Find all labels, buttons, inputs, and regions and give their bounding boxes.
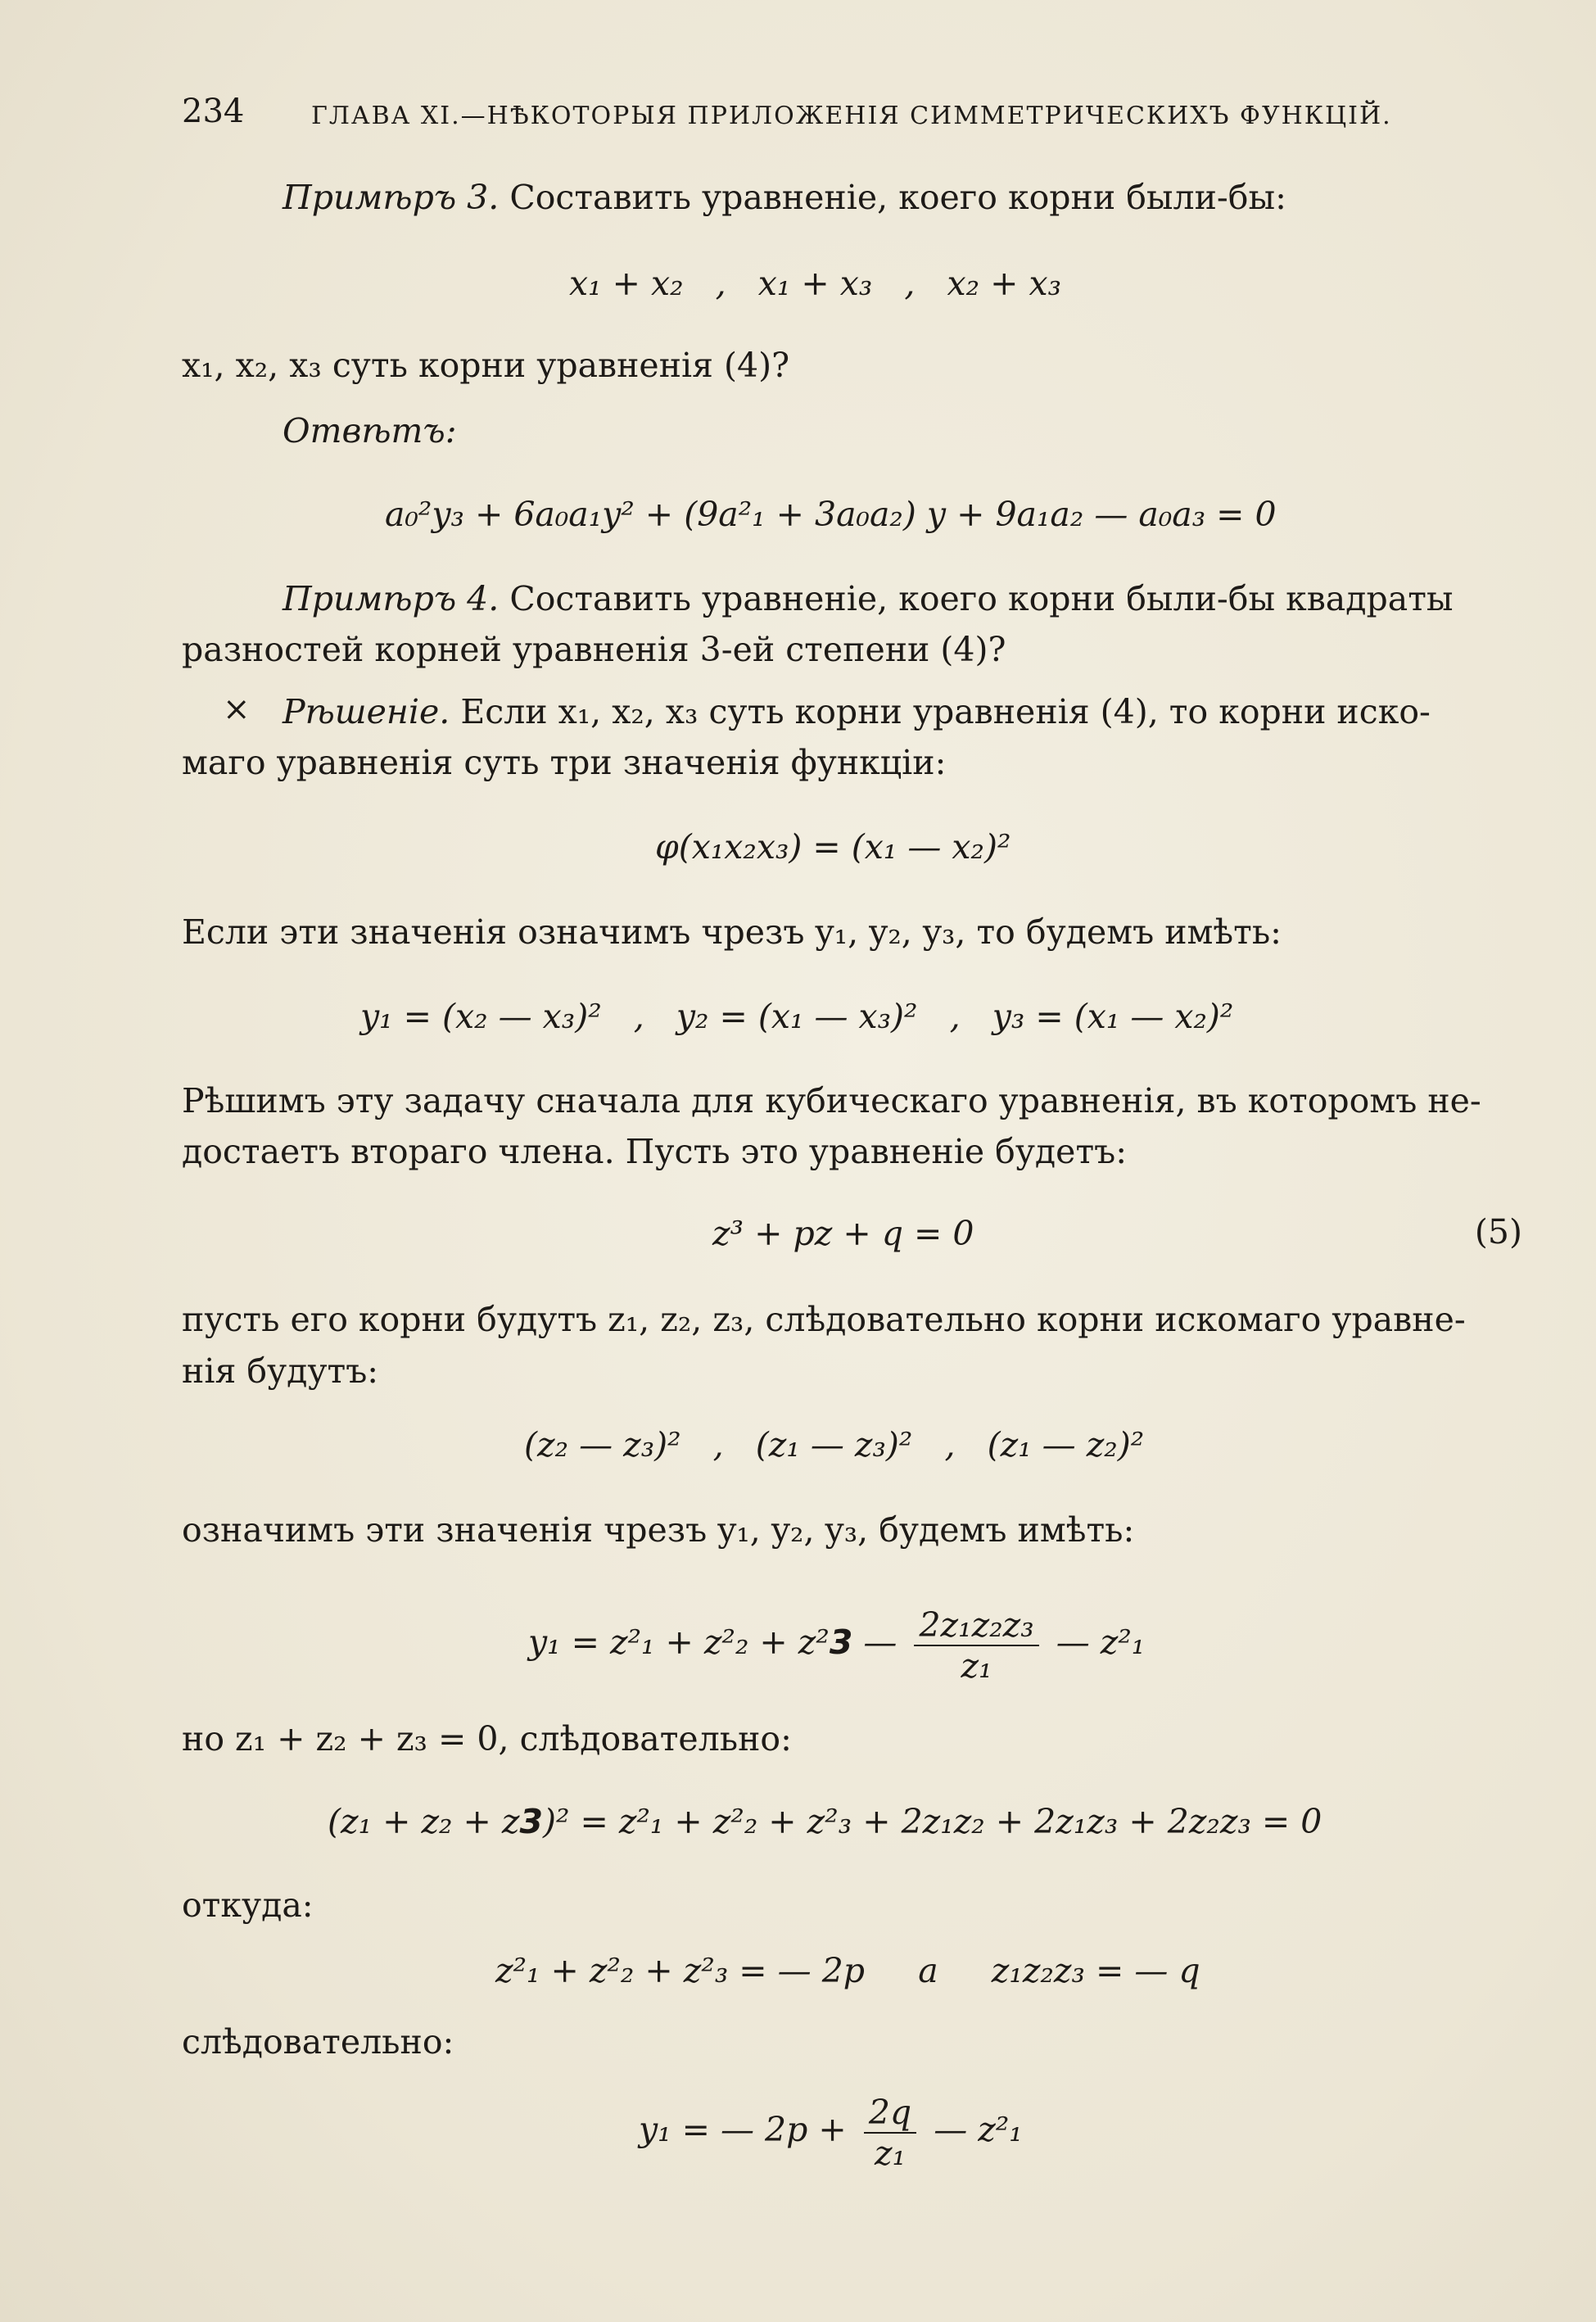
roots-line-2: нія будутъ: (182, 1351, 379, 1391)
example3-line (283, 176, 1286, 219)
solution-line-1 (283, 690, 1431, 733)
y1-expression (528, 1597, 1145, 1687)
equation-5: z³ + pz + q = 0 (712, 1214, 974, 1253)
page-number: 234 (182, 93, 245, 130)
example4-label: Примѣръ 4. (283, 579, 500, 618)
handwritten-3-second: 3 (519, 1802, 544, 1841)
example3-text: Составить уравненіе, коего корни были-бы: (509, 178, 1286, 217)
y1-fraction (914, 1605, 1038, 1686)
designate-line-2: означимъ эти значенія чрезъ y₁, y₂, y₃, будемъ имѣть: (182, 1510, 1135, 1550)
square-rhs: )² = z²₁ + z²₂ + z²₃ + 2z₁z₂ + 2z₁z₃ + 2z₂z₃ = 0 (543, 1802, 1322, 1841)
running-title: ГЛАВА XI.—НѢКОТОРЫЯ ПРИЛОЖЕНІЯ СИММЕТРИЧЕСКИХЪ ФУНКЦІЙ. (311, 102, 1392, 130)
example3-label: Примѣръ 3. (283, 178, 500, 217)
solution-label: Рѣшеніе. (283, 692, 450, 731)
y1-final-tail: — z²₁ (934, 2110, 1023, 2149)
y1-final-denominator: z₁ (874, 2133, 907, 2173)
cubic-line-2: достаетъ втораго члена. Пусть это уравненіе будетъ: (182, 1132, 1128, 1171)
y-values: y₁ = (x₂ — x₃)² , y₂ = (x₁ — x₃)² , y₃ = (x₁ — x₂)² (360, 997, 1234, 1036)
sum-squares-equation: z²₁ + z²₂ + z²₃ = — 2p а z₁z₂z₃ = — q (495, 1951, 1200, 1990)
y1-final-lhs: y₁ = — 2p + (639, 2110, 847, 2149)
therefore-line: слѣдовательно: (182, 2022, 454, 2062)
whence-line: откуда: (182, 1885, 314, 1925)
answer-label: Отвѣтъ: (283, 411, 457, 450)
y1-final-numerator: 2q (864, 2093, 916, 2134)
pencil-x-mark: × (223, 690, 251, 728)
answer-equation: a₀²y₃ + 6a₀a₁y² + (9a²₁ + 3a₀a₂) y + 9a₁a₂ — a₀a₃ = 0 (385, 495, 1277, 534)
example4-text-2: разностей корней уравненія 3-ей степени (4)? (182, 630, 1006, 669)
roots-line-1: пусть его корни будутъ z₁, z₂, z₃, слѣдовательно корни искомаго уравне- (182, 1300, 1466, 1339)
square-lhs: (z₁ + z₂ + z (328, 1802, 520, 1841)
handwritten-3: 3 (829, 1623, 853, 1662)
square-expansion (328, 1800, 1322, 1843)
example4-line (283, 577, 1454, 620)
y1-tail: — z²₁ (1056, 1623, 1146, 1662)
y1-final-fraction (864, 2093, 916, 2173)
y1-final (639, 2084, 1023, 2175)
solution-text-2: маго уравненія суть три значенія функціи: (182, 743, 947, 782)
equation-5-number: (5) (1474, 1212, 1522, 1252)
z-differences: (z₂ — z₃)² , (z₁ — z₃)² , (z₁ — z₂)² (524, 1425, 1145, 1464)
phi-equation: φ(x₁x₂x₃) = (x₁ — x₂)² (655, 827, 1011, 867)
designate-line: Если эти значенія означимъ чрезъ y₁, y₂, y₃, то будемъ имѣть: (182, 912, 1282, 952)
y1-minus: — (863, 1623, 897, 1662)
cubic-line-1: Рѣшимъ эту задачу сначала для кубическаго уравненія, въ которомъ не- (182, 1081, 1481, 1120)
but-line: но z₁ + z₂ + z₃ = 0, слѣдовательно: (182, 1719, 792, 1758)
example3-roots: x₁ + x₂ , x₁ + x₃ , x₂ + x₃ (569, 264, 1062, 303)
example4-text-1: Составить уравненіе, коего корни были-бы квадраты (509, 579, 1454, 618)
example3-condition: x₁, x₂, x₃ суть корни уравненія (4)? (182, 346, 790, 385)
y1-frac-denominator: z₁ (961, 1645, 992, 1686)
y1-frac-numerator: 2z₁z₂z₃ (914, 1605, 1038, 1646)
y1-lhs: y₁ = z²₁ + z²₂ + z² (528, 1623, 830, 1662)
solution-text-1: Если x₁, x₂, x₃ суть корни уравненія (4), то корни иско- (460, 692, 1431, 731)
